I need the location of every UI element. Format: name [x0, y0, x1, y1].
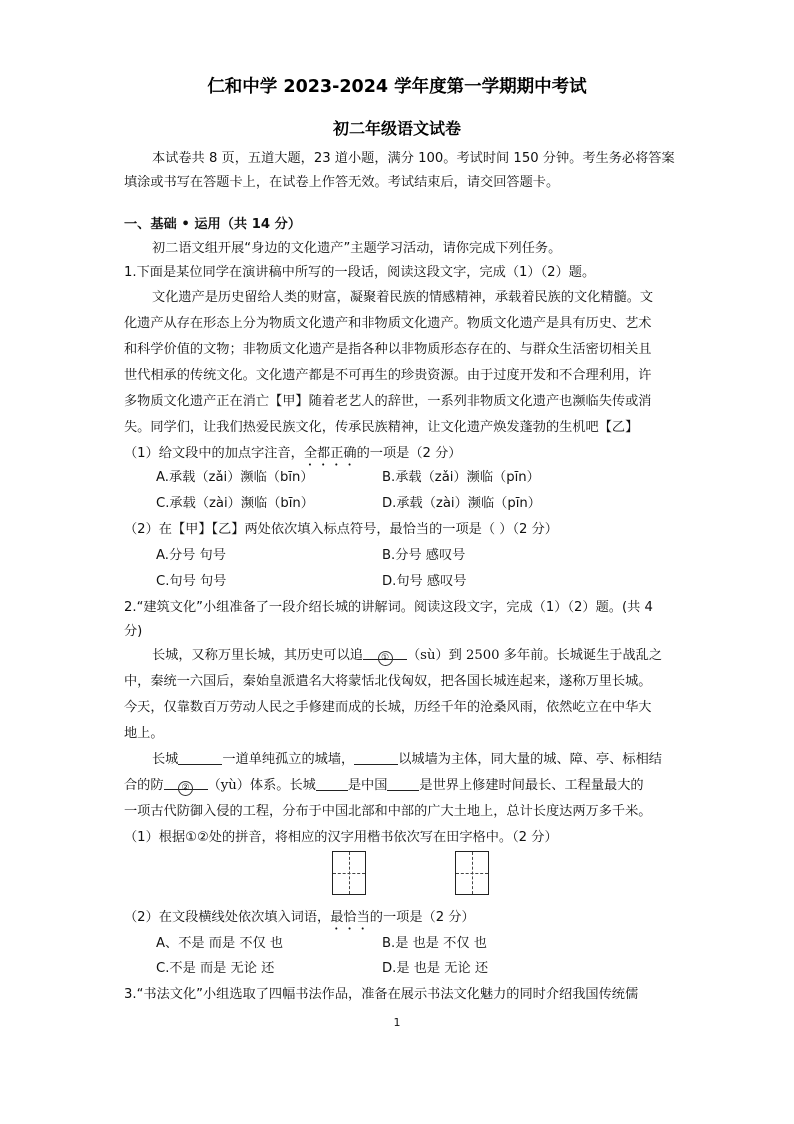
passage-line: 世代相承的传统文化。文化遗产都是不可再生的珍贵资源。由于过度开发和不合理利用，许 [124, 368, 652, 383]
fill-blank[interactable] [164, 775, 208, 793]
fill-blank[interactable] [316, 776, 348, 791]
circle-number: ① [378, 651, 393, 666]
option-b: B.分号 感叹号 [382, 548, 466, 563]
option-d: D.是 也是 无论 还 [382, 961, 489, 976]
stem-text: 的一项是（2 分） [369, 910, 475, 925]
option-d: D.句号 感叹号 [382, 574, 467, 589]
passage-line: 中，秦统一六国后，秦始皇派遣名大将蒙恬北伐匈奴，把各国长城连起来，遂称万里长城。 [124, 674, 652, 689]
passage-line: 和科学价值的文物；非物质文化遗产是指各种以非物质形态存在的、与群众生活密切相关且 [124, 342, 652, 357]
fill-blank[interactable] [363, 645, 407, 663]
passage-text: 是世界上修建时间最长、工程量最大的 [419, 778, 644, 793]
fill-blank[interactable] [178, 750, 222, 765]
section-intro: 初二语文组开展“身边的文化遗产”主题学习活动，请你完成下列任务。 [152, 241, 562, 256]
passage-line: 多物质文化遗产正在消亡【甲】随着老艺人的辞世，一系列非物质文化遗产也濒临失传或消 [124, 394, 652, 409]
dotted-emphasis: 最恰当 [330, 910, 370, 925]
passage-text: 长城，又称万里长城，其历史可以追 [152, 648, 363, 663]
stem-text: （2）在文段横线处依次填入词语， [124, 910, 331, 925]
option-c: C.承载（zài）濒临（bīn） [156, 496, 314, 511]
passage-text: 一道单纯孤立的城墙， [222, 752, 355, 767]
passage-line [152, 747, 662, 773]
passage-line: 今天，仅靠数百万劳动人民之手修建而成的长城，历经千年的沧桑风雨，依然屹立在中华大 [124, 700, 652, 715]
option-a: A.承载（zǎi）濒临（bīn） [156, 470, 314, 485]
passage-line: 地上。 [124, 726, 164, 741]
exam-title: 仁和中学 2023-2024 学年度第一学期期中考试 [207, 77, 587, 97]
page-number: 1 [393, 1016, 401, 1029]
passage-text: 合的防 [124, 778, 164, 793]
passage-line: 化遗产从存在形态上分为物质文化遗产和非物质文化遗产。物质文化遗产是具有历史、艺术 [124, 316, 652, 331]
question-1-stem: 1.下面是某位同学在演讲稿中所写的一段话，阅读这段文字，完成（1）（2）题。 [124, 265, 596, 280]
question-3-stem: 3.“书法文化”小组选取了四幅书法作品，准备在展示书法文化魅力的同时介绍我国传统儒 [124, 987, 639, 1002]
stem-text: （1）给文段中的加点字注音， [124, 446, 304, 461]
passage-line: 失。同学们，让我们热爱民族文化，传承民族精神，让文化遗产焕发蓬勃的生机吧【乙】 [124, 420, 639, 435]
option-a: A、不是 而是 不仅 也 [156, 936, 284, 951]
passage-text: 以城墙为主体，同大量的城、障、亭、标相结 [398, 752, 662, 767]
writing-grid-box[interactable] [455, 851, 489, 895]
passage-text: 是中国 [347, 778, 388, 793]
option-b: B.是 也是 不仅 也 [382, 936, 487, 951]
instructions-line-2: 填涂或书写在答题卡上，在试卷上作答无效。考试结束后，请交回答题卡。 [124, 175, 560, 190]
stem-text: 的一项是（2 分） [356, 446, 462, 461]
option-d: D.承载（zài）濒临（pīn） [382, 496, 541, 511]
fill-blank[interactable] [354, 750, 398, 765]
passage-line [152, 643, 662, 669]
passage-line [124, 773, 644, 799]
passage-text: （yù）体系。长城 [207, 778, 316, 793]
fill-blank[interactable] [387, 776, 419, 791]
option-c: C.不是 而是 无论 还 [156, 961, 275, 976]
writing-grid-box[interactable] [332, 851, 366, 895]
passage-line: 文化遗产是历史留给人类的财富，凝聚着民族的情感精神，承载着民族的文化精髓。文 [152, 290, 654, 305]
option-b: B.承载（zǎi）濒临（pīn） [382, 470, 540, 485]
passage-text: 长城 [152, 752, 179, 767]
question-2-stem-cont: 分) [124, 624, 143, 639]
question-2-2-stem [124, 905, 475, 933]
instructions-line-1: 本试卷共 8 页，五道大题，23 道小题，满分 100。考试时间 150 分钟。考生务必将答案 [152, 151, 675, 166]
question-1-2-stem: （2）在【甲】【乙】两处依次填入标点符号，最恰当的一项是（ ）（2 分） [124, 522, 558, 537]
option-a: A.分号 句号 [156, 548, 226, 563]
dotted-emphasis: 全都正确 [303, 446, 357, 461]
section-heading: 一、基础 • 运用（共 14 分） [124, 217, 302, 232]
passage-line: 一项古代防御入侵的工程，分布于中国北部和中部的广大土地上，总计长度达两万多千米。 [124, 804, 652, 819]
passage-text: （sù）到 2500 多年前。长城诞生于战乱之 [407, 648, 663, 663]
exam-subtitle: 初二年级语文试卷 [332, 119, 461, 138]
circle-number: ② [178, 781, 193, 796]
question-2-stem: 2.“建筑文化”小组准备了一段介绍长城的讲解词。阅读这段文字，完成（1）（2）题。(共 4 [124, 600, 653, 615]
question-2-1-stem: （1）根据①②处的拼音，将相应的汉字用楷书依次写在田字格中。（2 分） [124, 830, 558, 845]
option-c: C.句号 句号 [156, 574, 227, 589]
